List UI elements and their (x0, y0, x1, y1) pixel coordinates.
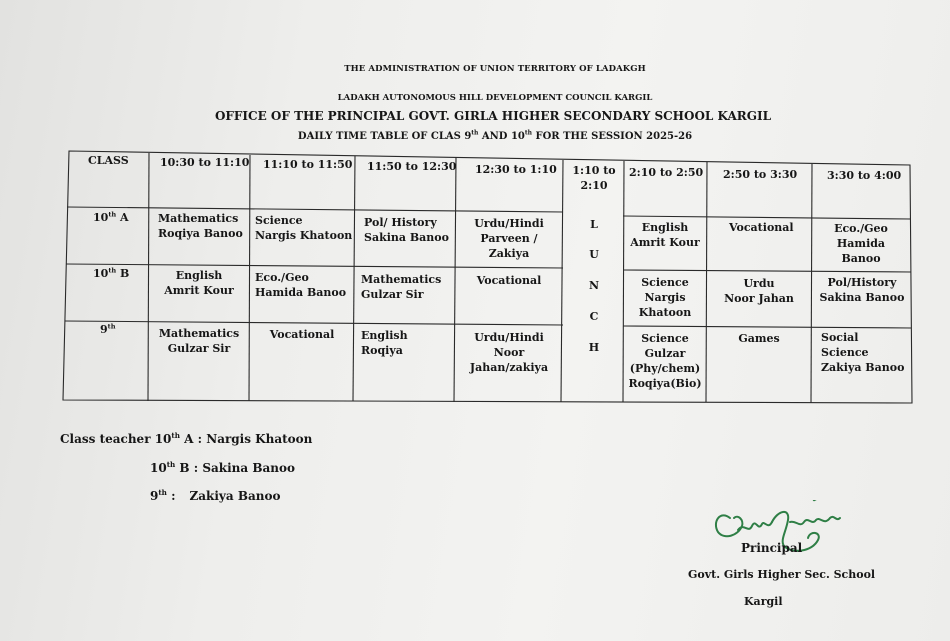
timetable-cell: Eco./Geo Hamida Banoo (834, 222, 888, 265)
column-header-class: CLASS (88, 154, 129, 167)
timetable-cell: Vocational (729, 221, 794, 234)
timetable-cell: Science Nargis Khatoon (255, 214, 353, 242)
school-name: Govt. Girls Higher Sec. School (688, 568, 876, 581)
timetable-cell: Pol/History Sakina Banoo (819, 276, 905, 304)
timetable-cell: Urdu Noor Jahan (724, 277, 794, 305)
principal-title: Principal (741, 541, 803, 555)
column-header-period-4: 12:30 to 1:10 (475, 163, 557, 176)
timetable-cell: Social Science Zakiya Banoo (821, 331, 905, 374)
lunch-letter: L (590, 218, 598, 231)
header-line-office: OFFICE OF THE PRINCIPAL GOVT. GIRLA HIGHER SECONDARY SCHOOL KARGIL (214, 109, 772, 123)
class-teacher-10a: Class teacher 10th A : Nargis Khatoon (60, 431, 313, 446)
column-header-period-7: 3:30 to 4:00 (827, 169, 902, 182)
timetable-cell: English Roqiya (361, 329, 408, 357)
column-header-period-3: 11:50 to 12:30 (367, 160, 457, 173)
column-header-period-5: 2:10 to 2:50 (629, 166, 704, 179)
column-header-period-lunch: 1:10 to 2:10 (572, 164, 616, 192)
header-line-timetable: DAILY TIME TABLE OF CLAS 9th AND 10th FOR THE SESSION 2025-26 (297, 129, 693, 142)
timetable-cell: Vocational (476, 274, 542, 287)
row-class-label: 10th A (93, 210, 129, 224)
timetable-cell: Eco./Geo Hamida Banoo (255, 271, 347, 299)
column-header-period-2: 11:10 to 11:50 (263, 158, 353, 171)
column-header-period-6: 2:50 to 3:30 (723, 168, 798, 181)
header-line-council: LADAKH AUTONOMOUS HILL DEVELOPMENT COUNCIL KARGIL (337, 93, 653, 103)
timetable-cell: Science Nargis Khatoon (638, 276, 692, 319)
class-teacher-10b: 10th B : Sakina Banoo (150, 460, 295, 475)
timetable-cell: Science Gulzar (Phy/chem) Roqiya(Bio) (628, 332, 702, 390)
timetable-cell: Pol/ History Sakina Banoo (364, 216, 449, 244)
timetable-cell: Mathematics Gulzar Sir (158, 327, 240, 355)
timetable-cell: Urdu/Hindi Noor Jahan/zakiya (469, 331, 549, 374)
lunch-letter: H (588, 341, 600, 354)
lunch-letter: N (588, 279, 600, 292)
lunch-letter: U (589, 248, 599, 261)
timetable-cell: Vocational (269, 328, 335, 341)
header-line-administration: THE ADMINISTRATION OF UNION TERRITORY OF LADAKGH (344, 64, 646, 74)
timetable-cell: Mathematics Gulzar Sir (361, 273, 442, 301)
column-header-period-1: 10:30 to 11:10 (160, 156, 250, 169)
timetable-cell: English Amrit Kour (630, 221, 700, 249)
timetable-cell: Mathematics Roqiya Banoo (158, 212, 243, 240)
lunch-letter: C (589, 310, 599, 323)
school-place: Kargil (744, 595, 783, 608)
timetable-cell: Games (738, 332, 780, 345)
timetable-cell: Urdu/Hindi Parveen / Zakiya (474, 217, 544, 260)
timetable-cell: English Amrit Kour (164, 269, 234, 297)
class-teacher-9: 9th : Zakiya Banoo (150, 488, 281, 503)
row-class-label: 10th B (93, 266, 130, 280)
principal-signature (708, 500, 858, 575)
row-class-label: 9th (100, 322, 116, 336)
